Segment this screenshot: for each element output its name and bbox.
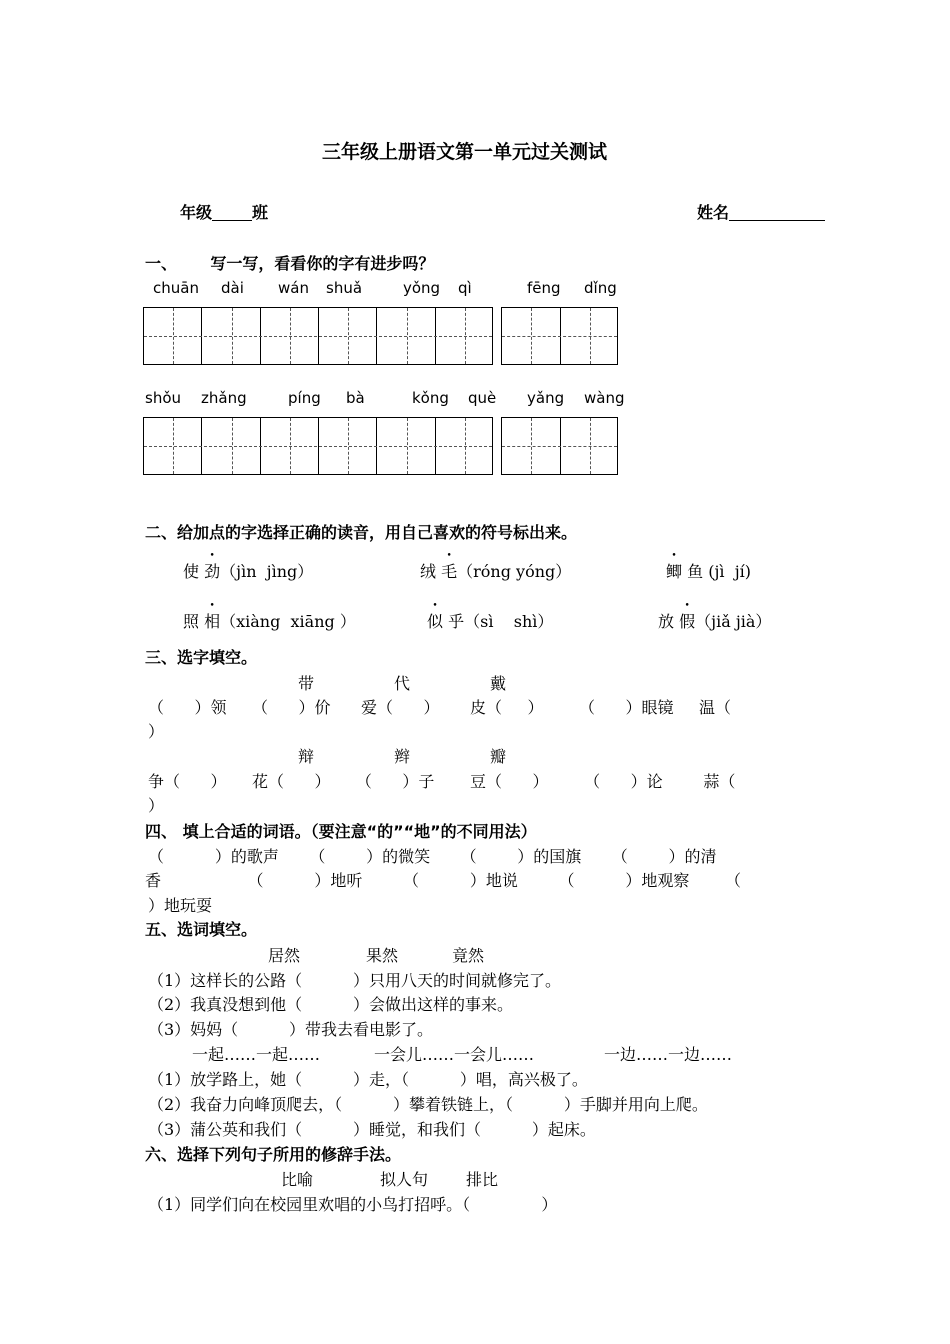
section-6-heading: 六、选择下列句子所用的修辞手法。 (145, 1145, 402, 1164)
pinyin-label: wàng (584, 389, 625, 407)
pron-item-4[interactable]: 照 相（xiàng xiāng ） (183, 612, 356, 631)
pinyin-label: fēng (527, 279, 561, 297)
choice-char-1: 带 (298, 674, 315, 693)
word-choice-2: 果然 (366, 946, 399, 965)
dotted-char: 相 (204, 612, 221, 631)
question-5-6[interactable]: （3）蒲公英和我们（ ）睡觉，和我们（ ）起床。 (148, 1120, 596, 1139)
section-3-heading: 三、选字填空。 (145, 648, 258, 667)
cell-guide-horizontal (502, 446, 617, 447)
pinyin-label: píng (288, 389, 321, 407)
section-4-heading: 四、 填上合适的词语。（要注意“的”“地”的不同用法） (145, 822, 537, 841)
section-1-heading: 一、 写一写，看看你的字有进步吗？ (145, 254, 435, 273)
pinyin-label: dǐng (584, 279, 617, 297)
choice-char-4: 辩 (298, 747, 315, 766)
phrase-line-2[interactable]: 香 （ ）地听 （ ）地说 （ ）地观察 （ (145, 871, 742, 890)
word-choice-5: 一会儿……一会儿…… (374, 1045, 535, 1064)
section-5-heading: 五、选词填空。 (145, 920, 258, 939)
word-choice-3: 竟然 (452, 946, 485, 965)
fill-line-2[interactable]: 争（ ） 花（ ） （ ）子 豆（ ） （ ）论 蒜（ (148, 772, 736, 791)
question-5-3[interactable]: （3）妈妈（ ）带我去看电影了。 (148, 1020, 434, 1039)
question-5-2[interactable]: （2）我真没想到他（ ）会做出这样的事来。 (148, 995, 514, 1014)
phrase-line-3[interactable]: ）地玩耍 (148, 896, 213, 915)
rhetoric-choice-3: 排比 (466, 1170, 499, 1189)
question-5-5[interactable]: （2）我奋力向峰顶爬去，（ ）攀着铁链上，（ ）手脚并用向上爬。 (148, 1095, 708, 1114)
choice-char-6: 瓣 (490, 747, 507, 766)
word-choice-6: 一边……一边…… (604, 1045, 733, 1064)
grade-field[interactable] (180, 205, 268, 221)
section-2-heading: 二、给加点的字选择正确的读音，用自己喜欢的符号标出来。 (145, 523, 578, 542)
cell-guide-horizontal (144, 336, 492, 337)
dotted-char: 似 (427, 612, 444, 631)
pinyin-label: kǒng (412, 389, 449, 407)
pron-item-5[interactable]: 似 乎（sì shì） (427, 612, 554, 631)
dotted-char: 假 (679, 612, 696, 631)
pinyin-label: qì (458, 279, 472, 297)
dotted-char: 毛 (441, 562, 458, 581)
pron-options: (jì jí) (703, 562, 752, 581)
page-title: 三年级上册语文第一单元过关测试 (322, 141, 608, 163)
pron-item-1[interactable]: 使 劲（jìn jìng） (183, 562, 314, 581)
pron-options: （xiàng xiāng ） (220, 612, 356, 631)
character-box-group[interactable] (501, 307, 618, 365)
pinyin-label: yǎng (527, 389, 565, 407)
character-box-group[interactable] (501, 417, 618, 475)
dotted-char: 鲫 (666, 562, 683, 581)
pron-options: （jiǎ jià） (695, 612, 772, 631)
question-5-4[interactable]: （1）放学路上，她（ ）走，（ ）唱，高兴极了。 (148, 1070, 588, 1089)
pinyin-label: què (468, 389, 497, 407)
fill-line-1-wrap: ） (148, 722, 165, 741)
question-5-1[interactable]: （1）这样长的公路（ ）只用八天的时间就修完了。 (148, 971, 562, 990)
pinyin-label: chuān (153, 279, 199, 297)
character-box-group[interactable] (143, 307, 493, 365)
pron-item-6[interactable]: 放 假（jiǎ jià） (658, 612, 772, 631)
word-choice-1: 居然 (268, 946, 301, 965)
fill-line-1[interactable]: （ ）领 （ ）价 爱（ ） 皮（ ） （ ）眼镜 温（ (148, 698, 731, 717)
grade-label: 年级 (180, 203, 213, 222)
cell-guide-horizontal (144, 446, 492, 447)
choice-char-2: 代 (394, 674, 411, 693)
pron-options: （róng yóng） (457, 562, 572, 581)
character-box-group[interactable] (143, 417, 493, 475)
class-label: 班 (252, 203, 269, 222)
pron-options: （sì shì） (464, 612, 554, 631)
cell-guide-horizontal (502, 336, 617, 337)
question-6-1[interactable]: （1）同学们向在校园里欢唱的小鸟打招呼。（ ） (148, 1195, 558, 1214)
rhetoric-choice-2: 拟人句 (380, 1170, 429, 1189)
pinyin-label: shǒu (145, 389, 182, 407)
pron-item-2[interactable]: 绒 毛（róng yóng） (420, 562, 572, 581)
choice-char-3: 戴 (490, 674, 507, 693)
pron-options: （jìn jìng） (220, 562, 314, 581)
pinyin-label: bà (346, 389, 365, 407)
pinyin-label: yǒng (403, 279, 441, 297)
pinyin-label: wán (278, 279, 309, 297)
fill-line-2-wrap: ） (148, 796, 165, 815)
pinyin-label: dài (221, 279, 244, 297)
word-choice-4: 一起……一起…… (192, 1045, 321, 1064)
dotted-char: 劲 (204, 562, 221, 581)
rhetoric-choice-1: 比喻 (281, 1170, 314, 1189)
choice-char-5: 辫 (394, 747, 411, 766)
phrase-line-1[interactable]: （ ）的歌声 （ ）的微笑 （ ）的国旗 （ ）的清 (148, 847, 717, 866)
name-field[interactable] (697, 205, 825, 221)
pron-item-3[interactable]: 鲫 鱼 (jì jí) (666, 562, 752, 581)
pinyin-label: shuǎ (326, 279, 363, 297)
pinyin-label: zhǎng (201, 389, 247, 407)
name-label: 姓名 (697, 203, 730, 222)
